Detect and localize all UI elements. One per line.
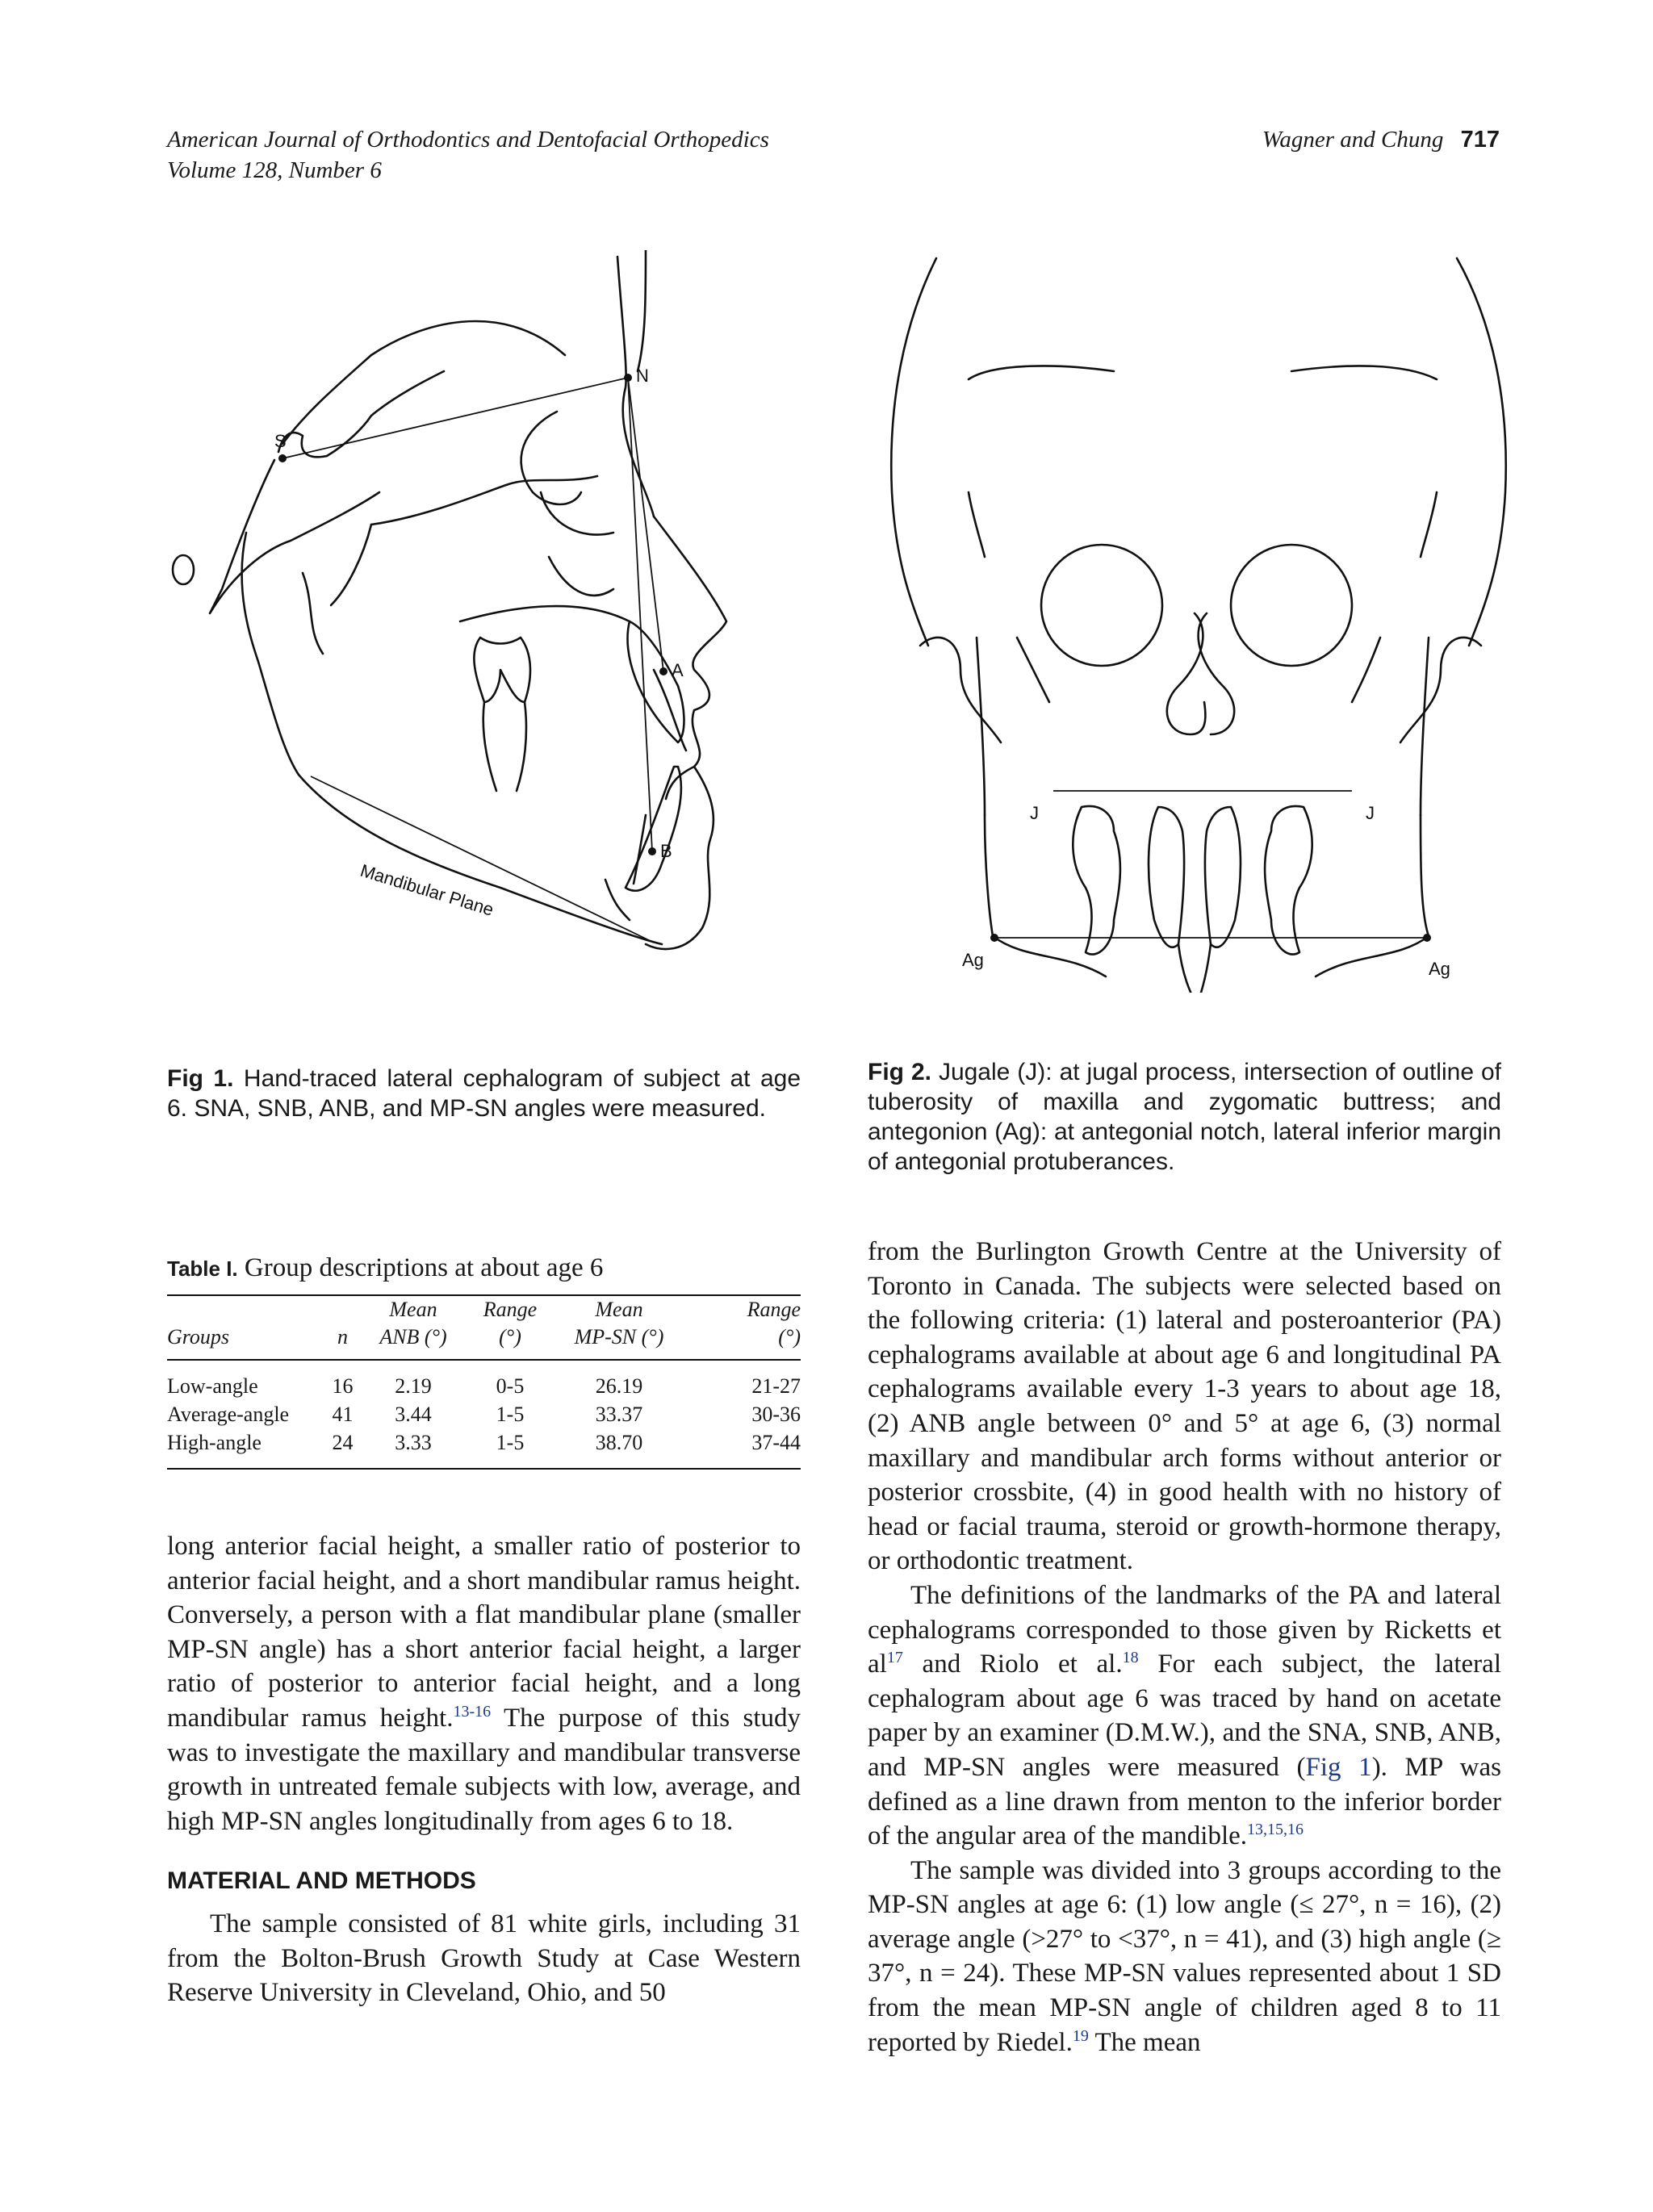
th-groups: Groups [167, 1325, 230, 1349]
th-mean-mpsn: Mean MP-SN (°) [574, 1298, 664, 1349]
fig2-pa-cephalogram [872, 250, 1542, 993]
fig1-link[interactable]: Fig 1 [1305, 1752, 1372, 1782]
landmark-s-dot [278, 454, 287, 462]
landmark-a-dot [659, 667, 667, 675]
reference-17[interactable]: 17 [886, 1649, 903, 1667]
fig2-caption-text: Jugale (J): at jugal process, intersection of outline of tuberosity of maxilla and zygomatic buttress; and antegonion (Ag): at antegonial notch, lateral inferior margin of antegonial protuberances. [868, 1059, 1501, 1175]
table-header-row [167, 1296, 801, 1360]
header-authors: Wagner and Chung [1262, 127, 1444, 153]
th-mean-anb: Mean ANB (°) [379, 1298, 447, 1349]
reference-13-15-16[interactable]: 13,15,16 [1247, 1821, 1304, 1839]
landmark-a-label: A [672, 660, 684, 680]
reference-13-16[interactable]: 13-16 [453, 1702, 492, 1721]
fig1-cephalogram [161, 250, 831, 976]
th-range-mpsn: Range (°) [747, 1298, 801, 1349]
group-table [167, 1296, 801, 1468]
journal-volume: Volume 128, Number 6 [167, 157, 382, 183]
journal-title: American Journal of Orthodontics and Dentofacial Orthopedics [167, 127, 769, 153]
th-n: n [337, 1325, 348, 1349]
right-paragraph-3: The sample was divided into 3 groups according to the MP-SN angles at age 6: (1) low angle (≤ 27°, n = 16), (2) average angle (>27° to <37°, n = 41), and (3) high angle (≥ 37°, n = 24). These MP-SN values represented about 1 SD from the mean MP-SN angle of children aged 8 to 11 reported by Riedel.$^{19}$ The mean [868, 1855, 1501, 2057]
fig2-caption-label: Fig 2. [868, 1059, 931, 1085]
fig1-caption-text: Hand-traced lateral cephalogram of subject at age 6. SNA, SNB, ANB, and MP-SN angles were measured. [167, 1065, 801, 1122]
running-header-journal [167, 124, 769, 186]
running-header-right [1262, 124, 1500, 155]
landmark-ag-right-dot [1423, 934, 1431, 942]
right-column-text [868, 1235, 1501, 2059]
reference-19[interactable]: 19 [1072, 2026, 1089, 2045]
right-paragraph-2: The definitions of the landmarks of the PA and lateral cephalograms corresponded to those given by Ricketts et $al^{17}$ and Riolo et al.$^{18}$ For each subject, the lateral cephalogram about age 6 was traced by hand on acetate paper by an examiner (D.M.W.), and the SNA, SNB, ANB, and MP-SN angles were measured (Fig 1). MP was defined as a line drawn from menton to the inferior border of the angular area of the mandible.$^{13,15,16}$ [868, 1580, 1501, 1851]
table-title [167, 1253, 603, 1283]
landmark-b-dot [648, 847, 656, 855]
table-container [167, 1294, 801, 1470]
landmark-n-dot [624, 374, 632, 382]
landmark-b-label: B [660, 841, 672, 861]
fig1-caption [167, 1064, 801, 1123]
table-label: Table I. [167, 1257, 238, 1281]
right-paragraph-1: from the Burlington Growth Centre at the University of Toronto in Canada. The subjects were selected based on the following criteria: (1) lateral and posteroanterior (PA) cephalograms available at about age 6 and longitudinal PA cephalograms available every 1-3 years to about age 18, (2) ANB angle between 0° and 5° at age 6, (3) normal maxillary and mandibular arch forms without anterior or posterior crossbite, (4) in good health with no history of head or facial trauma, steroid or growth-hormone therapy, or orthodontic treatment. [868, 1237, 1501, 1576]
landmark-n-label: N [636, 366, 649, 386]
mandibular-plane-label: Mandibular Plane [358, 859, 496, 920]
th-range-anb: Range (°) [483, 1298, 538, 1349]
left-paragraph-2: The sample consisted of 81 white girls, including 31 from the Bolton-Brush Growth Study at Case Western Reserve University in Cleveland, Ohio, and 50 [167, 1909, 801, 2008]
table-title-text: Group descriptions at about age 6 [244, 1253, 604, 1282]
left-paragraph-1: long anterior facial height, a smaller ratio of posterior to anterior facial height, and a short mandibular ramus height. Conversely, a person with a flat mandibular plane (smaller MP-SN angle) has a short anterior facial height, a larger ratio of posterior to anterior facial height, and a long mandibular ramus height.$^{13-16}$ The purpose of this study was to investigate the maxillary and mandibular transverse growth in untreated female subjects with low, average, and high MP-SN angles longitudinally from ages 6 to 18. [167, 1532, 801, 1836]
landmark-ag-right-label: Ag [1429, 959, 1450, 979]
fig2-caption [868, 1057, 1501, 1177]
left-column-text [167, 1529, 801, 2010]
landmark-j-left-label: J [1030, 803, 1039, 823]
landmark-ag-left-label: Ag [962, 950, 984, 970]
table-row: Average-angle 41 3.44 1-5 33.37 30-36 [167, 1403, 801, 1426]
landmark-s-label: S [274, 431, 287, 451]
table-row: Low-angle 16 2.19 0-5 26.19 21-27 [167, 1374, 801, 1398]
landmark-j-right-label: J [1366, 803, 1375, 823]
reference-18[interactable]: 18 [1122, 1649, 1139, 1667]
page-number: 717 [1460, 127, 1500, 153]
table-row: High-angle 24 3.33 1-5 38.70 37-44 [167, 1431, 801, 1454]
fig1-caption-label: Fig 1. [167, 1065, 234, 1092]
section-heading-methods: MATERIAL AND METHODS [167, 1867, 476, 1895]
landmark-ag-left-dot [990, 934, 998, 942]
